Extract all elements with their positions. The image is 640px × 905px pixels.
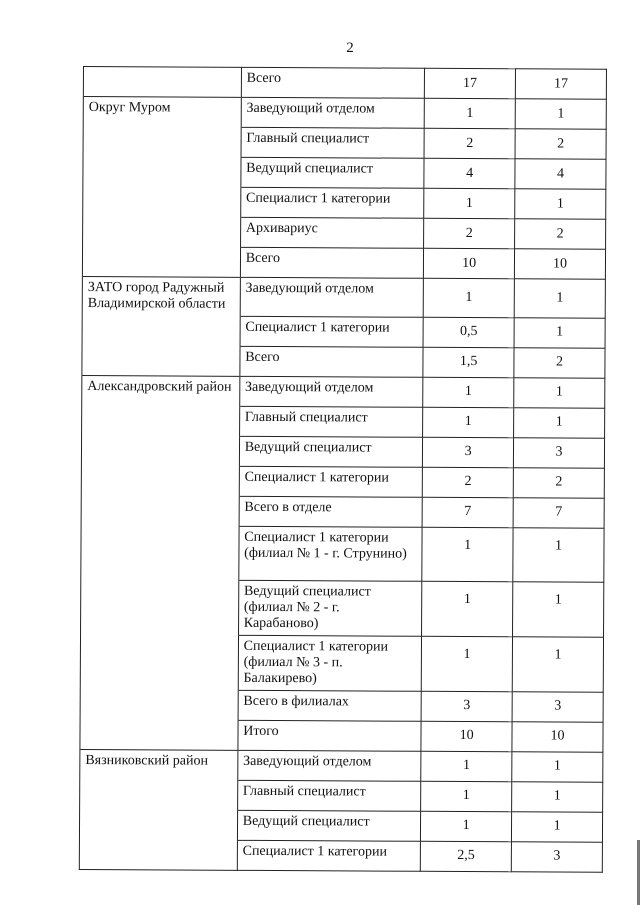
count-cell-2: 1: [512, 751, 603, 781]
position-cell: Заведующий отделом: [240, 277, 424, 316]
count-cell-1: 2: [422, 467, 513, 497]
table-row: [80, 779, 603, 812]
org-cell: [80, 719, 238, 750]
org-cell: [79, 809, 237, 840]
position-cell: Итого: [238, 720, 422, 751]
position-cell: Заведующий отделом: [239, 376, 423, 407]
count-cell-1: 1: [424, 98, 515, 128]
org-cell: [83, 157, 241, 188]
count-cell-2: 10: [515, 249, 606, 279]
count-cell-2: 4: [515, 159, 606, 189]
count-cell-1: 1,5: [423, 347, 514, 377]
position-cell: Ведущий специалист (филиал № 2 - г. Карабаново): [238, 580, 422, 636]
table-row: [82, 276, 605, 317]
org-cell: [80, 779, 238, 810]
count-cell-2: 7: [513, 497, 604, 527]
position-cell: Всего: [240, 247, 424, 278]
count-cell-2: 1: [512, 781, 603, 811]
org-cell: [81, 579, 239, 635]
org-cell: [79, 839, 237, 870]
org-cell: ЗАТО город Радужный Владимирской области: [82, 276, 240, 315]
count-cell-1: 1: [424, 188, 515, 218]
org-cell: Вязниковский район: [80, 749, 238, 780]
position-cell: Ведущий специалист: [239, 436, 423, 467]
table-row: [83, 187, 606, 220]
table-row: [83, 157, 606, 190]
table-row: [79, 839, 602, 872]
count-cell-2: 17: [516, 69, 607, 99]
count-cell-2: 1: [515, 189, 606, 219]
table-row: [81, 465, 604, 498]
count-cell-1: 7: [422, 497, 513, 527]
count-cell-1: 1: [421, 781, 512, 811]
count-cell-1: 1: [423, 377, 514, 407]
position-cell: Всего в филиалах: [238, 690, 422, 721]
position-cell: Всего в отделе: [239, 496, 423, 527]
position-cell: Заведующий отделом: [237, 750, 421, 781]
count-cell-2: 1: [514, 279, 605, 318]
org-cell: [82, 247, 240, 278]
position-cell: Главный специалист: [239, 406, 423, 437]
count-cell-1: 10: [424, 248, 515, 278]
position-cell: Всего: [240, 346, 424, 377]
position-cell: Главный специалист: [241, 127, 425, 158]
org-cell: [83, 127, 241, 158]
position-cell: Всего: [241, 67, 425, 98]
table-row: [80, 634, 603, 692]
count-cell-1: 1: [423, 278, 514, 317]
org-cell: [81, 525, 239, 580]
count-cell-2: 2: [515, 129, 606, 159]
count-cell-1: 2: [424, 218, 515, 248]
position-cell: Специалист 1 категории (филиал № 3 - п. Балакирево): [238, 635, 422, 691]
position-cell: Заведующий отделом: [241, 97, 425, 128]
count-cell-2: 1: [513, 581, 604, 636]
staff-table: [79, 66, 607, 872]
count-cell-1: 3: [421, 691, 512, 721]
count-cell-1: 2: [424, 128, 515, 158]
org-cell: [81, 435, 239, 466]
table-row: [81, 525, 604, 582]
count-cell-2: 2: [514, 347, 605, 377]
position-cell: Специалист 1 категории: [237, 840, 421, 871]
position-cell: Специалист 1 категории: [240, 187, 424, 218]
position-cell: Архивариус: [240, 217, 424, 248]
org-cell: [80, 689, 238, 720]
count-cell-2: 10: [512, 721, 603, 751]
position-cell: Главный специалист: [237, 780, 421, 811]
count-cell-2: 2: [513, 467, 604, 497]
org-cell: [80, 634, 238, 690]
count-cell-1: 3: [423, 437, 514, 467]
table-row: [82, 405, 605, 438]
table-row: [83, 127, 606, 160]
position-cell: Специалист 1 категории: [239, 466, 423, 497]
count-cell-1: 1: [421, 636, 512, 691]
count-cell-1: 1: [422, 527, 513, 581]
count-cell-1: 1: [421, 811, 512, 841]
count-cell-2: 3: [511, 841, 602, 871]
count-cell-2: 1: [512, 811, 603, 841]
count-cell-2: 1: [514, 407, 605, 437]
table-row: [82, 375, 605, 408]
table-row: [81, 435, 604, 468]
page-number: 2: [346, 40, 354, 56]
table-row: [83, 217, 606, 250]
org-cell: [82, 405, 240, 436]
count-cell-1: 2,5: [420, 841, 511, 871]
org-cell: Округ Муром: [83, 97, 241, 128]
org-cell: [83, 67, 241, 98]
position-cell: Специалист 1 категории: [240, 316, 424, 347]
table-row: [80, 749, 603, 782]
table-row: [80, 719, 603, 752]
count-cell-2: 2: [515, 219, 606, 249]
position-cell: Специалист 1 категории (филиал № 1 - г. Струнино): [239, 526, 423, 581]
count-cell-2: 3: [512, 691, 603, 721]
count-cell-2: 1: [513, 527, 604, 581]
table-row: [79, 809, 602, 842]
table-row: [81, 495, 604, 528]
count-cell-1: 0,5: [423, 317, 514, 347]
table-row: [83, 97, 606, 130]
org-cell: [81, 465, 239, 496]
count-cell-1: 4: [424, 158, 515, 188]
table-row: [82, 345, 605, 378]
org-cell: [83, 187, 241, 218]
table-row: [80, 689, 603, 722]
count-cell-2: 3: [514, 437, 605, 467]
org-cell: Александровский район: [82, 375, 240, 406]
count-cell-1: 10: [421, 721, 512, 751]
count-cell-2: 1: [515, 99, 606, 129]
count-cell-2: 1: [514, 377, 605, 407]
count-cell-1: 1: [422, 581, 513, 636]
org-cell: [81, 495, 239, 526]
count-cell-1: 1: [421, 751, 512, 781]
org-cell: [82, 345, 240, 376]
count-cell-2: 1: [512, 636, 603, 691]
table-row: [82, 315, 605, 348]
org-cell: [82, 315, 240, 346]
count-cell-1: 1: [423, 407, 514, 437]
count-cell-1: 17: [424, 68, 515, 98]
table-row: [83, 67, 606, 100]
position-cell: Ведущий специалист: [237, 810, 421, 841]
table-row: [82, 247, 605, 280]
position-cell: Ведущий специалист: [241, 157, 425, 188]
table-row: [81, 579, 604, 637]
org-cell: [83, 217, 241, 248]
count-cell-2: 1: [514, 317, 605, 347]
staff-table-body: [79, 67, 606, 872]
